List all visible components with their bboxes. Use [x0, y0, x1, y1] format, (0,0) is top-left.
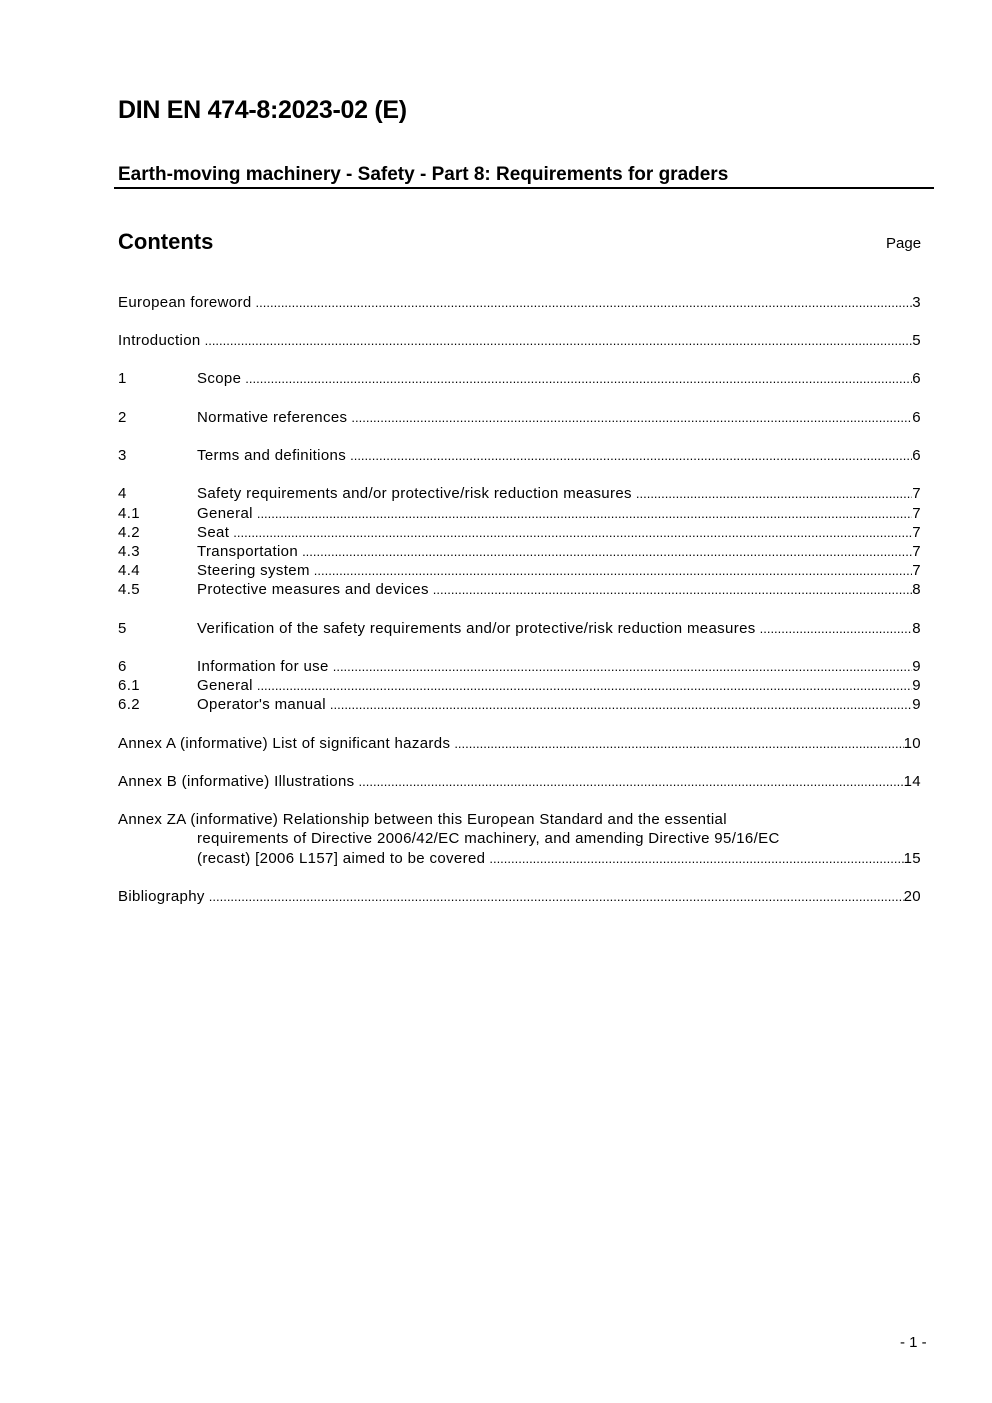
toc-entry-title: (recast) [2006 L157] aimed to be covered — [197, 850, 486, 867]
toc-entry-protective-measures[interactable] — [118, 580, 921, 599]
toc-entry-title: Normative references — [197, 409, 348, 426]
toc-entry-annex-a[interactable] — [118, 734, 921, 753]
toc-entry-page: 20 — [903, 888, 921, 905]
toc-entry-number: 4.1 — [118, 505, 140, 522]
toc-entry-title: Introduction — [118, 332, 201, 349]
toc-entry-page: 7 — [912, 543, 921, 560]
toc-entry-title: Steering system — [197, 562, 310, 579]
toc-entry-title: Operator's manual — [197, 696, 326, 713]
toc-entry-scope[interactable] — [118, 369, 921, 388]
toc-dot-leader — [257, 676, 912, 695]
toc-entry-european-foreword[interactable] — [118, 293, 921, 312]
toc-entry-page: 9 — [912, 658, 921, 675]
toc-dot-leader — [257, 504, 912, 523]
toc-entry-title: Terms and definitions — [197, 447, 347, 464]
contents-heading: Contents — [118, 229, 214, 254]
toc-entry-page: 5 — [912, 332, 921, 349]
toc-entry-page: 9 — [912, 696, 921, 713]
toc-dot-leader — [256, 293, 913, 312]
toc-entry-number: 6.2 — [118, 696, 140, 713]
toc-entry-title: Scope — [197, 370, 242, 387]
toc-entry-number: 2 — [118, 409, 127, 426]
toc-entry-title: General — [197, 505, 253, 522]
toc-entry-page: 6 — [912, 409, 921, 426]
toc-entry-annex-za-line3[interactable] — [197, 849, 921, 868]
toc-dot-leader — [351, 408, 912, 427]
toc-dot-leader — [333, 657, 913, 676]
toc-entry-title: Annex A (informative) List of significant hazards — [118, 735, 451, 752]
toc-entry-page: 7 — [912, 524, 921, 541]
toc-entry-annex-za-line2[interactable]: requirements of Directive 2006/42/EC machinery, and amending Directive 95/16/EC — [197, 830, 780, 847]
toc-dot-leader — [359, 772, 904, 791]
toc-dot-leader — [489, 849, 903, 868]
toc-entry-page: 7 — [912, 485, 921, 502]
toc-entry-title: Transportation — [197, 543, 299, 560]
toc-dot-leader — [209, 887, 904, 906]
toc-entry-normative-references[interactable] — [118, 408, 921, 427]
toc-dot-leader — [205, 331, 913, 350]
toc-entry-seat[interactable] — [118, 523, 921, 542]
toc-entry-page: 10 — [903, 735, 921, 752]
toc-entry-page: 6 — [912, 370, 921, 387]
page-column-heading: Page — [886, 235, 922, 252]
toc-entry-page: 7 — [912, 505, 921, 522]
toc-entry-steering-system[interactable] — [118, 561, 921, 580]
toc-dot-leader — [245, 369, 912, 388]
document-id: DIN EN 474-8:2023-02 (E) — [118, 96, 407, 124]
toc-entry-number: 3 — [118, 447, 127, 464]
toc-entry-title: Annex B (informative) Illustrations — [118, 773, 355, 790]
toc-entry-number: 4.2 — [118, 524, 140, 541]
toc-entry-number: 5 — [118, 620, 127, 637]
toc-entry-general-6-1[interactable] — [118, 676, 921, 695]
toc-entry-title: Seat — [197, 524, 230, 541]
toc-entry-safety-requirements[interactable] — [118, 484, 921, 503]
toc-entry-title: Verification of the safety requirements and/or protective/risk reduction measures — [197, 620, 756, 637]
toc-dot-leader — [350, 446, 912, 465]
toc-entry-page: 8 — [912, 620, 921, 637]
toc-entry-page: 9 — [912, 677, 921, 694]
toc-entry-information-for-use[interactable] — [118, 657, 921, 676]
toc-entry-page: 3 — [912, 294, 921, 311]
toc-entry-general-4-1[interactable] — [118, 504, 921, 523]
toc-entry-bibliography[interactable] — [118, 887, 921, 906]
toc-entry-introduction[interactable] — [118, 331, 921, 350]
toc-dot-leader — [233, 523, 912, 542]
toc-entry-title: Information for use — [197, 658, 329, 675]
toc-entry-page: 7 — [912, 562, 921, 579]
toc-dot-leader — [760, 619, 913, 638]
toc-entry-title: Bibliography — [118, 888, 205, 905]
toc-dot-leader — [433, 580, 913, 599]
toc-dot-leader — [302, 542, 912, 561]
toc-entry-verification[interactable] — [118, 619, 921, 638]
toc-entry-title: General — [197, 677, 253, 694]
toc-entry-terms-definitions[interactable] — [118, 446, 921, 465]
toc-dot-leader — [330, 695, 912, 714]
toc-entry-title: Safety requirements and/or protective/risk reduction measures — [197, 485, 632, 502]
toc-dot-leader — [314, 561, 913, 580]
toc-entry-number: 4.4 — [118, 562, 140, 579]
toc-entry-title: European foreword — [118, 294, 252, 311]
toc-entry-page: 14 — [903, 773, 921, 790]
toc-entry-number: 4.5 — [118, 581, 140, 598]
toc-entry-operators-manual[interactable] — [118, 695, 921, 714]
toc-entry-number: 6.1 — [118, 677, 140, 694]
toc-entry-transportation[interactable] — [118, 542, 921, 561]
page-number: - 1 - — [900, 1334, 927, 1351]
toc-entry-number: 4 — [118, 485, 127, 502]
toc-entry-number: 1 — [118, 370, 127, 387]
toc-entry-annex-za-line1[interactable]: Annex ZA (informative) Relationship between this European Standard and the essential — [118, 811, 727, 828]
toc-entry-page: 8 — [912, 581, 921, 598]
toc-dot-leader — [636, 484, 912, 503]
toc-entry-annex-b[interactable] — [118, 772, 921, 791]
toc-entry-number: 6 — [118, 658, 127, 675]
toc-entry-title: Protective measures and devices — [197, 581, 429, 598]
document-title: Earth-moving machinery - Safety - Part 8: Requirements for graders — [118, 164, 729, 185]
toc-entry-page: 15 — [903, 850, 921, 867]
toc-entry-page: 6 — [912, 447, 921, 464]
toc-dot-leader — [454, 734, 903, 753]
toc-entry-number: 4.3 — [118, 543, 140, 560]
